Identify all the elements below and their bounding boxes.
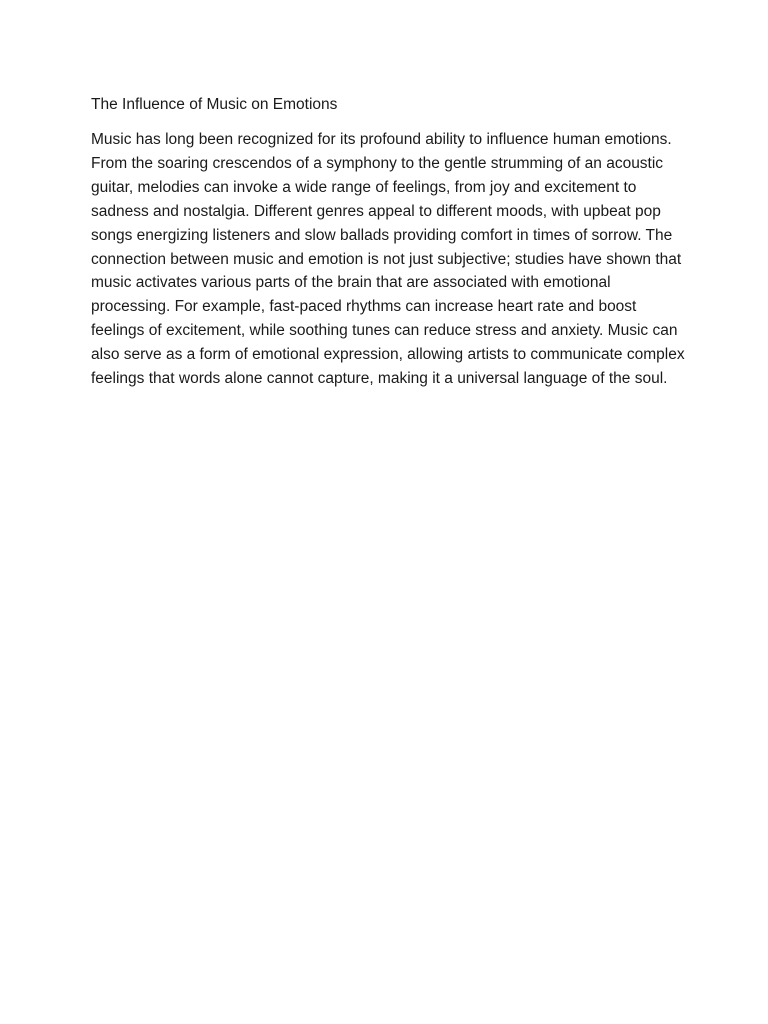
document-title: The Influence of Music on Emotions (91, 96, 338, 113)
document-content (91, 94, 686, 391)
document-paragraph: Music has long been recognized for its profound ability to influence human emotions. From the soaring crescendos of a symphony to the gentle strumming of an acoustic guitar, melodies can invoke a wide range of feelings, from joy and excitement to sadness and nostalgia. Different genres appeal to different moods, with upbeat pop songs energizing listeners and slow ballads providing comfort in times of sorrow. The connection between music and emotion is not just subjective; studies have shown that music activates various parts of the brain that are associated with emotional processing. For example, fast-paced rhythms can increase heart rate and boost feelings of excitement, while soothing tunes can reduce stress and anxiety. Music can also serve as a form of emotional expression, allowing artists to communicate complex feelings that words alone cannot capture, making it a universal language of the soul. (91, 131, 685, 388)
